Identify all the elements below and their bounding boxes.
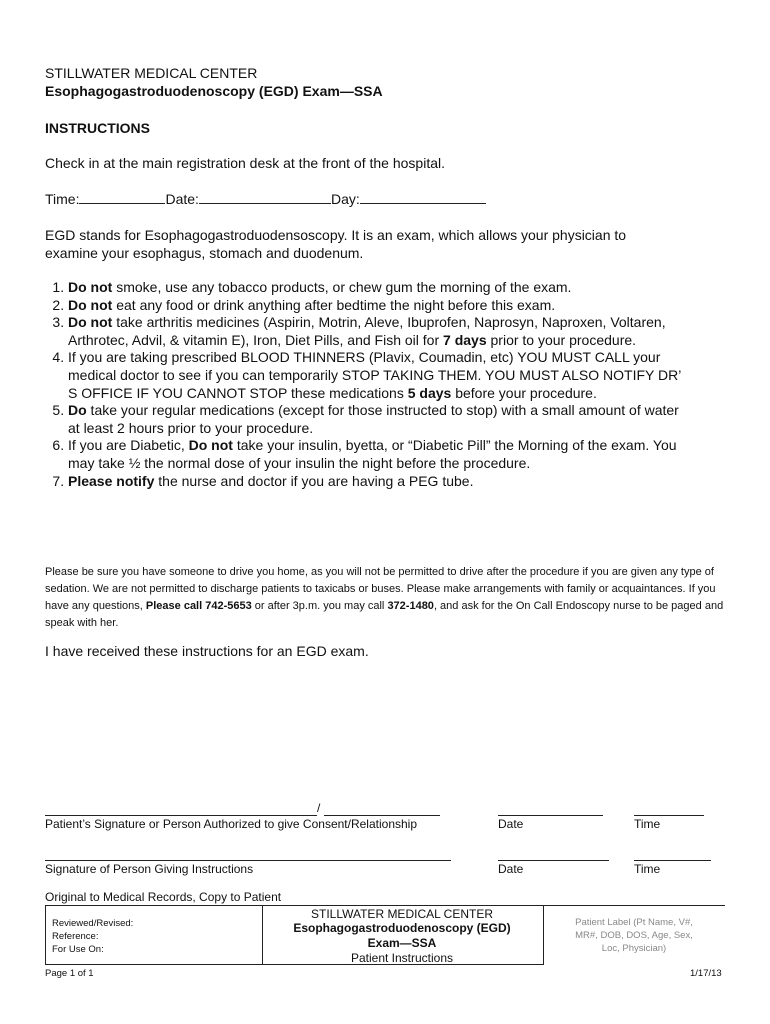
egd-definition-line2: examine your esophagus, stomach and duodenum.	[45, 245, 364, 261]
footer-title-line2: Exam—SSA	[367, 936, 437, 950]
instructor-date-line[interactable]	[498, 860, 609, 861]
driver-notice	[45, 564, 725, 632]
day-field[interactable]	[360, 191, 486, 204]
item-text: If you are taking prescribed BLOOD THINNERS (Plavix, Coumadin, etc) YOU MUST CALL your medical doctor to see if you can temporarily STOP TAKING THEM. YOU MUST ALSO NOTIFY DR’ S OFFICE IF YOU CANNOT STOP these medications	[68, 349, 681, 401]
date-label: Date:	[165, 191, 199, 207]
footer-title-line1: Esophagogastroduodenoscopy (EGD)	[293, 921, 511, 935]
notice-text: , and ask for the On Call Endoscopy nurse to be paged and speak with her.	[45, 600, 724, 629]
revision-date: 1/17/13	[690, 968, 722, 979]
patient-label-line1: Patient Label (Pt Name, V#,	[575, 917, 693, 928]
time-label: Time	[634, 862, 661, 876]
reference-label: Reference:	[52, 931, 99, 942]
item-text: take arthritis medicines (Aspirin, Motrin, Aleve, Ibuprofen, Naprosyn, Naproxen, Voltaren, Arthrotec, Advil, & vitamin E), Iron, Diet Pills, and Fish oil for	[68, 314, 666, 348]
for-use-on-label: For Use On:	[52, 944, 104, 955]
list-item	[68, 279, 688, 297]
instructor-time-line[interactable]	[634, 860, 711, 861]
instructor-signature-line[interactable]	[45, 860, 451, 861]
item-text: eat any food or drink anything after bedtime the night before this exam.	[112, 296, 556, 313]
item-text: the nurse and doctor if you are having a PEG tube.	[154, 472, 474, 489]
time-field[interactable]	[79, 191, 165, 204]
emphasis: Do not	[188, 437, 233, 454]
emphasis: 5 days	[407, 384, 452, 401]
acknowledgement: I have received these instructions for an EGD exam.	[45, 643, 369, 659]
relationship-line[interactable]	[324, 815, 440, 816]
patient-time-line[interactable]	[634, 815, 704, 816]
phone-primary: Please call 742-5653	[145, 600, 252, 612]
instructor-signature-label: Signature of Person Giving Instructions	[45, 862, 254, 876]
emphasis: Please notify	[68, 472, 155, 489]
patient-label-line3: Loc, Physician)	[601, 943, 667, 954]
distribution-note: Original to Medical Records, Copy to Patient	[45, 890, 282, 904]
egd-definition-line1: EGD stands for Esophagogastroduodensoscopy. It is an exam, which allows your physician to	[45, 227, 627, 243]
date-label: Date	[498, 862, 524, 876]
page-number: Page 1 of 1	[45, 968, 94, 979]
emphasis: Do not	[68, 296, 113, 313]
footer-bottom-rule	[45, 964, 543, 965]
emphasis: Do not	[68, 279, 113, 295]
org-name: STILLWATER MEDICAL CENTER	[45, 65, 258, 81]
patient-signature-line[interactable]	[45, 815, 317, 816]
list-item	[68, 473, 688, 491]
list-item	[68, 437, 688, 472]
list-item	[68, 402, 688, 437]
item-text: take your insulin, byetta, or “Diabetic Pill” the Morning of the exam. You may take ½ the normal dose of your insulin the night before the procedure.	[68, 437, 677, 471]
list-item	[68, 349, 688, 402]
schedule-line	[45, 190, 486, 208]
instruction-list	[45, 279, 688, 490]
notice-text: or after 3p.m. you may call	[251, 600, 388, 612]
item-text: If you are Diabetic,	[68, 437, 189, 454]
reviewed-label: Reviewed/Revised:	[52, 918, 134, 929]
item-text: smoke, use any tobacco products, or chew gum the morning of the exam.	[112, 279, 572, 295]
patient-label-line2: MR#, DOB, DOS, Age, Sex,	[575, 930, 693, 941]
patient-signature-label: Patient’s Signature or Person Authorized to give Consent/Relationship	[45, 817, 418, 831]
item-text: take your regular medications (except for those instructed to stop) with a small amount of water at least 2 hours prior to your procedure.	[68, 402, 679, 436]
item-text: prior to your procedure.	[486, 331, 637, 348]
relationship-slash: /	[317, 801, 321, 815]
list-item	[68, 297, 688, 315]
footer-subtitle: Patient Instructions	[350, 951, 454, 965]
instructions-heading: INSTRUCTIONS	[45, 120, 150, 136]
patient-date-line[interactable]	[498, 815, 603, 816]
date-field[interactable]	[199, 191, 331, 204]
time-label: Time:	[45, 191, 80, 207]
notice-text: Please be sure you have someone to drive you home, as you will not be permitted to drive after the procedure if you are given any type of sedation. We are not permitted to discharge patients to taxicabs or buses. Please make arrangements with family or acquaintances. If you have any questions,	[45, 566, 716, 612]
item-text: before your procedure.	[451, 384, 597, 401]
emphasis: Do not	[68, 314, 113, 331]
patient-label-area	[543, 906, 725, 965]
footer-box	[45, 905, 725, 965]
footer-org: STILLWATER MEDICAL CENTER	[310, 907, 494, 921]
phone-after-hours: 372-1480	[387, 600, 434, 612]
date-label: Date	[498, 817, 524, 831]
footer-title-cell	[261, 906, 544, 965]
emphasis: Do	[68, 402, 87, 419]
time-label: Time	[634, 817, 661, 831]
emphasis: 7 days	[443, 331, 487, 348]
list-item	[68, 314, 688, 349]
day-label: Day:	[330, 191, 360, 207]
checkin-text: Check in at the main registration desk at the front of the hospital.	[45, 155, 445, 171]
document-title: Esophagogastroduodenoscopy (EGD) Exam—SSA	[45, 83, 383, 99]
footer-meta-cell	[45, 906, 263, 965]
